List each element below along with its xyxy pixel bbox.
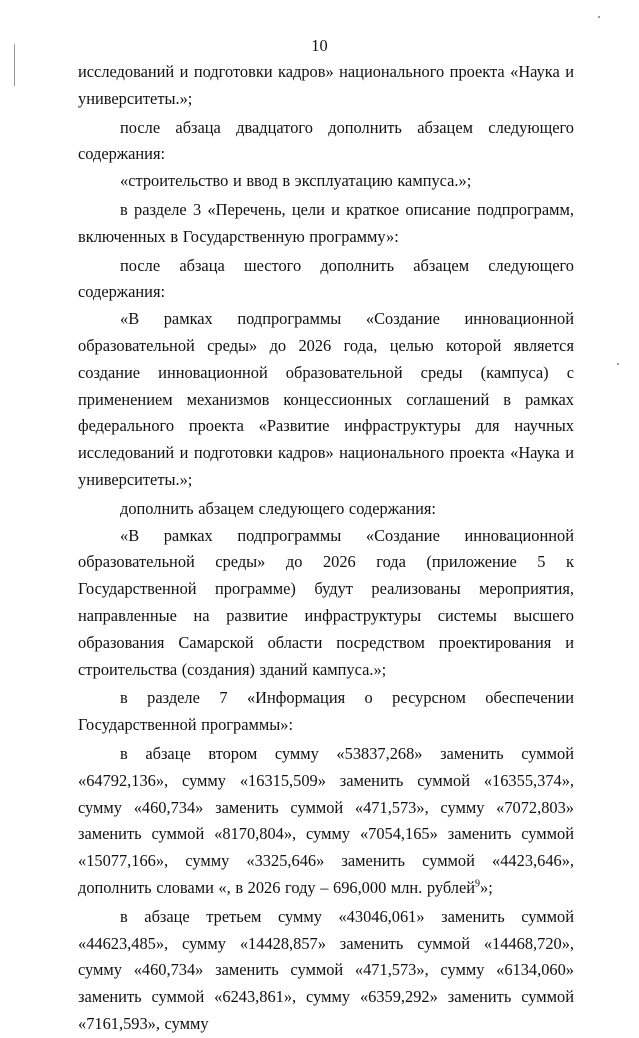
paragraph-6: «В рамках подпрограммы «Создание инновационной образовательной среды» до 2026 года, целью которой является создание инновационной образовательной среды (кампуса) с применением механизмов концессионных соглашений в рамках федерального проекта «Развитие инфраструктуры для научных исследований и подготовки кадров» национального проекта «Наука и университеты.»; <box>78 309 574 489</box>
paragraph-10-tail: »; <box>480 877 493 897</box>
document-body <box>78 59 574 1038</box>
scan-dot-mark <box>598 16 600 18</box>
paragraph-10-text: в абзаце втором сумму «53837,268» заменить суммой «64792,136», сумму «16315,509» заменить суммой «16355,374», сумму «460,734» заменить суммой «471,573», сумму «7072,803» заменить суммой «8170,804», сумму «7054,165» заменить суммой «15077,166», сумму «3325,646» заменить суммой «4423,646», дополнить словами «, в 2026 году – 696,000 млн. рублей <box>78 743 574 897</box>
paragraph-7: дополнить абзацем следующего содержания: <box>120 498 436 518</box>
footnote-marker: 9 <box>475 878 481 890</box>
paragraph-3: «строительство и ввод в эксплуатацию кампуса.»; <box>120 171 472 191</box>
paragraph-9: в разделе 7 «Информация о ресурсном обеспечении Государственной программы»: <box>78 688 574 735</box>
paragraph-2: после абзаца двадцатого дополнить абзацем следующего содержания: <box>78 117 574 164</box>
page-number: 10 <box>311 36 328 55</box>
paragraph-1: исследований и подготовки кадров» национального проекта «Наука и университеты.»; <box>78 62 574 108</box>
paragraph-4: в разделе 3 «Перечень, цели и краткое описание подпрограмм, включенных в Государственную программу»: <box>78 199 574 246</box>
paragraph-5: после абзаца шестого дополнить абзацем следующего содержания: <box>78 255 574 302</box>
paragraph-10 <box>78 741 574 902</box>
paragraph-11: в абзаце третьем сумму «43046,061» заменить суммой «44623,485», сумму «14428,857» заменить суммой «14468,720», сумму «460,734» заменить суммой «471,573», сумму «6134,060» заменить суммой «6243,861», сумму «6359,292» заменить суммой «7161,593», сумму <box>78 906 574 1033</box>
scan-dot-mark <box>617 363 619 365</box>
paragraph-8: «В рамках подпрограммы «Создание инновационной образовательной среды» до 2026 года (приложение 5 к Государственной программе) будут реализованы мероприятия, направленные на развитие инфраструктуры системы высшего образования Самарской области посредством проектирования и строительства (создания) зданий кампуса.»; <box>78 525 574 679</box>
